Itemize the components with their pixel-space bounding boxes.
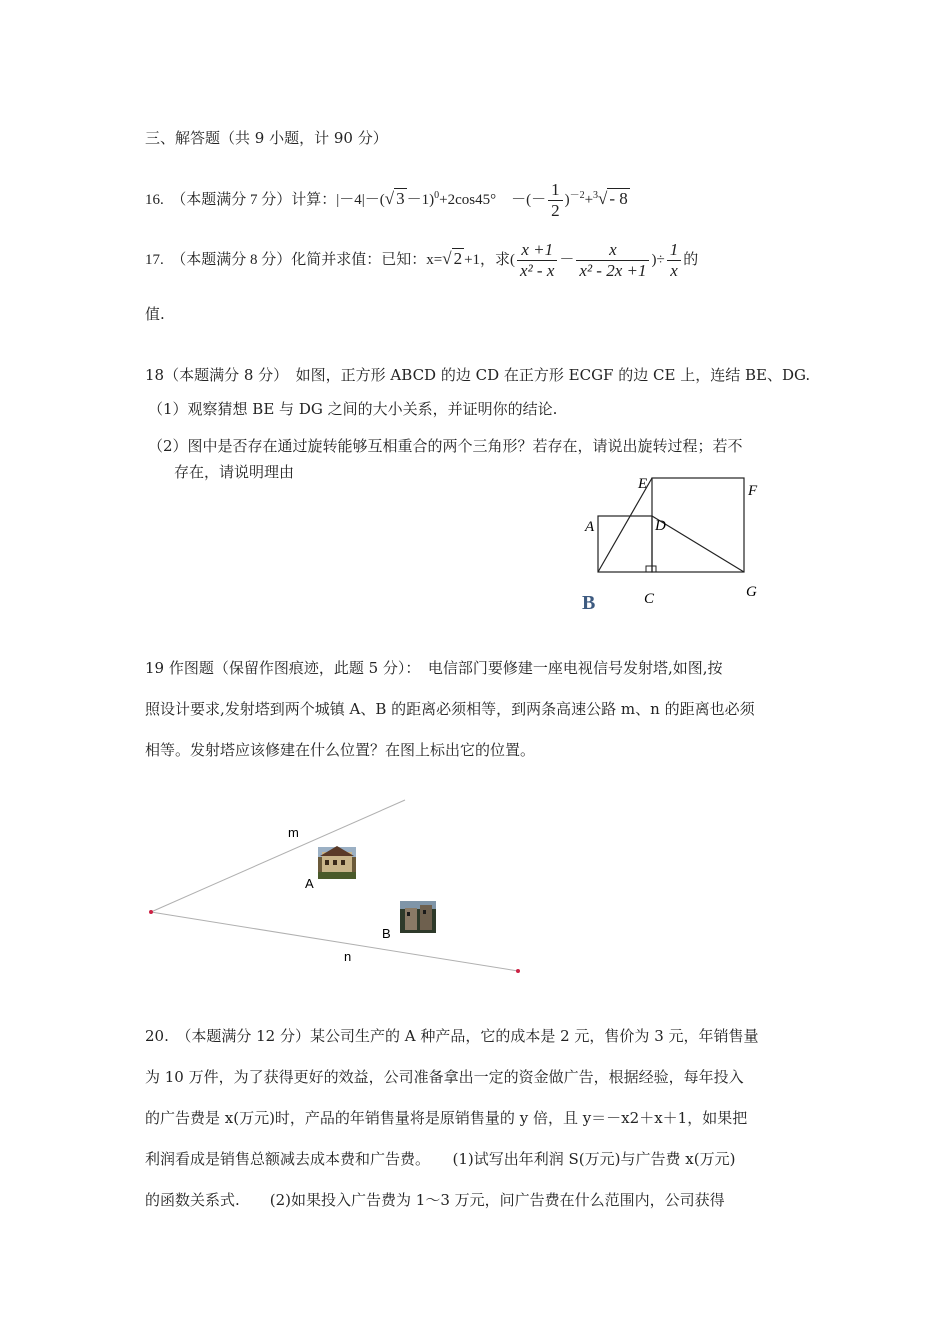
question-17: 17. （本题满分 8 分）化简并求值：已知：x=√ 2 +1，求( $\frac{x +1}{\text{x² - x}}$ － $\frac{x}{\text{x² - 2x +1}}$ )÷ $\frac{1}{x}$ 的 [145,240,699,280]
q16-expr-b: －1) [406,191,435,208]
road-m [151,800,405,912]
q18-intro: 18（本题满分 8 分） 如图，正方形 ABCD 的边 CD 在正方形 ECGF 的边 CE 上，连结 BE、DG. [145,366,811,384]
q17-sqrt: 2 [453,248,463,268]
q17-continuation: 值. [145,305,165,323]
q17-close-div: )÷ [651,251,665,268]
road-end-dot [516,969,520,973]
q19-line3: 相等。发射塔应该修建在什么位置？在图上标出它的位置。 [145,741,536,759]
label-e: E [638,476,648,492]
q20-line2: 为 10 万件，为了获得更好的效益，公司准备拿出一定的资金做广告，根据经验，每年投入 [145,1068,744,1086]
road-vertex-dot [149,910,153,914]
q16-expr-a: |－4|－( [336,191,385,208]
q16-label: 16. （本题满分 7 分）计算： [145,191,337,208]
q18-part2-b: 存在，请说明理由 [174,463,295,481]
q17-f3-num: 1 [667,240,682,261]
q16-plus: + [584,191,594,208]
label-a: A [585,519,595,535]
label-f: F [748,483,758,499]
q17-after-sqrt: +1，求( [464,251,516,268]
label-d: D [655,518,666,534]
label-b: B [582,592,596,614]
question-16: 16. （本题满分 7 分）计算：|－4|－(√ 3 －1)$^0$+2cos45° －(－ $\frac{1}{2}$ )$^{-2}$+$^3$√ - 8 [145,180,628,220]
q18-part2-a: （2）图中是否存在通过旋转能够互相重合的两个三角形？若存在，请说出旋转过程；若不 [148,437,743,455]
q19-line1: 19 作图题（保留作图痕迹，此题 5 分）： 电信部门要修建一座电视信号发射塔,如图,按 [145,659,723,677]
q17-minus: － [559,251,575,268]
q19-line2: 照设计要求,发射塔到两个城镇 A、B 的距离必须相等，到两条高速公路 m、n 的距离也必须 [145,700,755,718]
section-title: 三、解答题（共 9 小题，计 90 分） [145,129,388,147]
q16-cube-root: - 8 [609,188,628,208]
label-m: m [288,825,299,840]
label-town-b: B [382,926,391,941]
q16-expr-d: ) [564,191,570,208]
q16-frac-num: 1 [548,180,563,201]
q17-label: 17. （本题满分 8 分）化简并求值：已知：x= [145,251,443,268]
town-a-image [318,846,356,879]
q17-f1-den: x² - x [520,261,555,280]
q17-f2-num: x [576,240,649,261]
q20-line5: 的函数关系式. (2)如果投入广告费为 1～3 万元，问广告费在什么范围内，公司获得 [145,1191,725,1209]
label-g: G [746,584,757,600]
q17-f1-num: x +1 [517,240,557,261]
q16-expr-c: +2cos45° －(－ [439,191,547,208]
label-n: n [344,949,352,964]
q16-exp-neg2: －2 [569,189,585,201]
label-town-a: A [305,876,314,891]
q16-cube-index: 3 [593,189,599,201]
label-c: C [644,591,655,607]
town-b-image [400,901,436,933]
q17-tail: 的 [683,251,699,268]
q20-line4: 利润看成是销售总额减去成本费和广告费。 (1)试写出年利润 S(万元)与广告费 x(万元) [145,1150,736,1168]
q20-line3: 的广告费是 x(万元)时，产品的年销售量将是原销售量的 y 倍，且 y＝－x2＋x＋1，如果把 [145,1109,748,1127]
q18-part1: （1）观察猜想 BE 与 DG 之间的大小关系，并证明你的结论. [148,400,558,418]
road-n [151,912,518,971]
q20-line1: 20. （本题满分 12 分）某公司生产的 A 种产品，它的成本是 2 元，售价为 3 元，年销售量 [145,1027,759,1045]
q16-sqrt: 3 [396,188,405,208]
q17-f3-den: x [670,261,678,280]
q16-exp0: 0 [434,189,440,201]
q16-frac-den: 2 [551,201,560,220]
q17-f2-den: x² - 2x +1 [579,261,647,280]
